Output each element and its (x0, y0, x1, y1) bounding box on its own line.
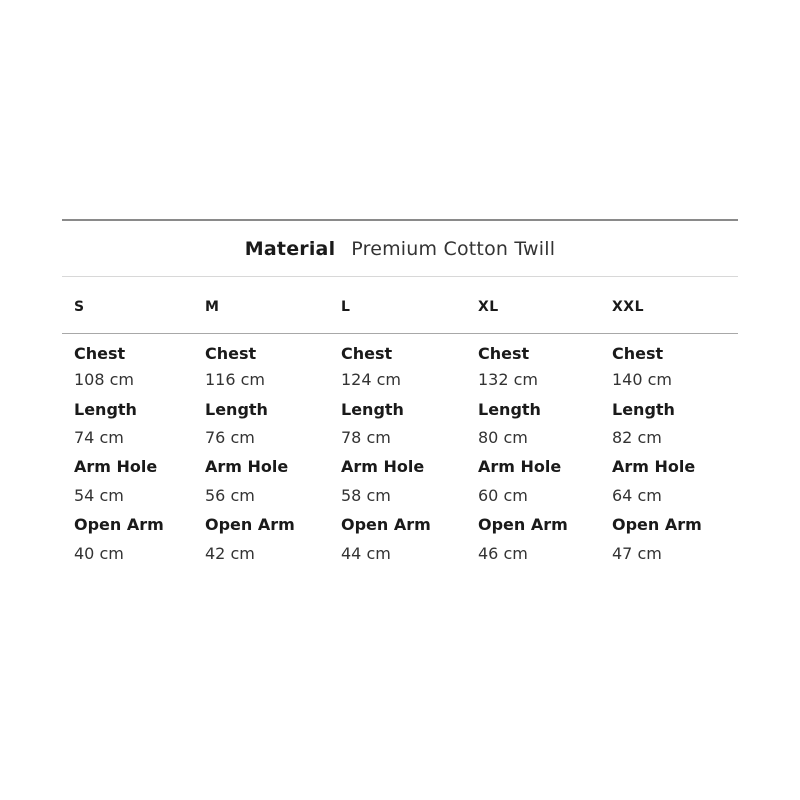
measurement-value: 76 cm (205, 428, 255, 447)
measurement-label: Arm Hole (205, 457, 289, 476)
measurement-label: Length (341, 400, 404, 419)
measurement-value: 47 cm (612, 544, 662, 563)
measurement-value: 124 cm (341, 370, 402, 389)
measurement-label: Open Arm (74, 515, 164, 534)
measurement-value: 78 cm (341, 428, 391, 447)
material-row (62, 221, 738, 276)
measurement-value: 82 cm (612, 428, 662, 447)
measurement-value: 54 cm (74, 486, 124, 505)
measurement-value: 64 cm (612, 486, 662, 505)
size-label-m: M (205, 299, 220, 315)
measurement-label: Chest (478, 344, 530, 363)
measurement-label: Arm Hole (74, 457, 158, 476)
size-chart (62, 219, 738, 574)
measurement-value: 40 cm (74, 544, 124, 563)
measurement-value: 42 cm (205, 544, 255, 563)
measurement-label: Open Arm (341, 515, 431, 534)
measurement-value: 56 cm (205, 486, 255, 505)
measurement-label: Open Arm (205, 515, 295, 534)
measurement-label: Arm Hole (341, 457, 425, 476)
size-label-l: L (341, 299, 351, 315)
measurement-label: Length (478, 400, 541, 419)
measurement-value: 44 cm (341, 544, 391, 563)
measurement-value: 132 cm (478, 370, 539, 389)
measurement-label: Arm Hole (612, 457, 696, 476)
material-label: Material (244, 237, 336, 260)
measurement-label: Chest (612, 344, 664, 363)
measurement-label: Arm Hole (478, 457, 562, 476)
measurement-value: 46 cm (478, 544, 528, 563)
material-value: Premium Cotton Twill (351, 237, 556, 260)
measurement-value: 116 cm (205, 370, 266, 389)
measurement-label: Length (612, 400, 675, 419)
measurement-value: 58 cm (341, 486, 391, 505)
size-label-xxl: XXL (612, 299, 645, 315)
measurement-label: Length (205, 400, 268, 419)
measurement-value: 108 cm (74, 370, 135, 389)
size-header-row (62, 277, 738, 333)
measurement-value: 80 cm (478, 428, 528, 447)
measurement-value: 74 cm (74, 428, 124, 447)
measurements-grid (62, 334, 738, 574)
size-label-s: S (74, 299, 85, 315)
measurement-label: Chest (205, 344, 257, 363)
measurement-label: Open Arm (478, 515, 568, 534)
measurement-label: Chest (74, 344, 126, 363)
size-label-xl: XL (478, 299, 499, 315)
measurement-value: 60 cm (478, 486, 528, 505)
measurement-label: Chest (341, 344, 393, 363)
measurement-label: Length (74, 400, 137, 419)
measurement-value: 140 cm (612, 370, 673, 389)
measurement-label: Open Arm (612, 515, 702, 534)
